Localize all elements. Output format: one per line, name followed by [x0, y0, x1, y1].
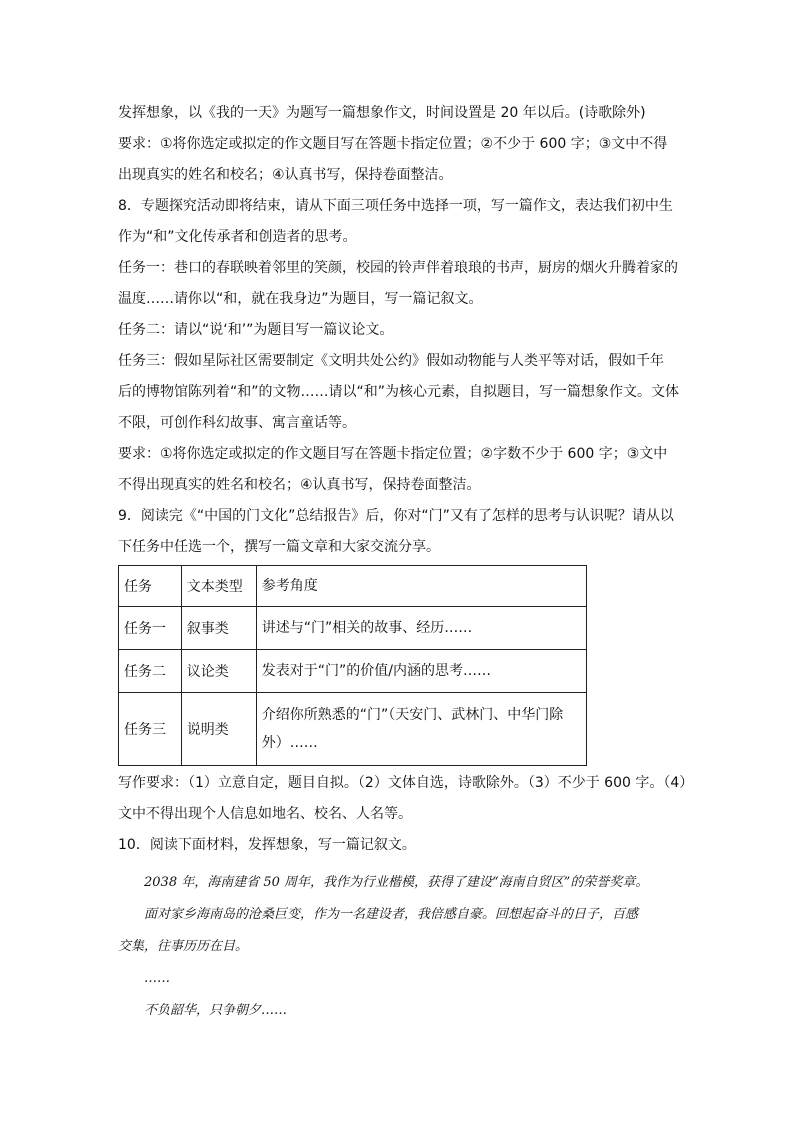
table-cell: 任务一: [119, 607, 182, 650]
task-table: [118, 565, 587, 766]
q9-prompt-line-1: 9．阅读完《“中国的门文化”总结报告》后，你对“门”又有了怎样的思考与认识呢？请从以: [118, 508, 674, 524]
table-cell: 讲述与“门”相关的故事、经历……: [256, 607, 586, 650]
question-9: [118, 501, 694, 830]
q8-task-1-line-1: 任务一：巷口的春联映着邻里的笑颜，校园的铃声伴着琅琅的书声，厨房的烟火升腾着家的: [118, 260, 678, 276]
q10-material: [118, 867, 678, 1027]
table-cell: 叙事类: [181, 607, 256, 650]
question-10: [118, 830, 678, 1027]
material-paragraph-2-line-1: 面对家乡海南岛的沧桑巨变，作为一名建设者，我倍感自豪。回想起奋斗的日子，百感: [144, 907, 639, 922]
table-row: [119, 650, 587, 693]
question-7: [118, 98, 678, 191]
q8-prompt-line-1: 8．专题探究活动即将结束，请从下面三项任务中选择一项，写一篇作文，表达我们初中生: [118, 198, 673, 214]
q8-task-3-line-3: 不限，可创作科幻故事、寓言童话等。: [118, 415, 356, 431]
q8-task-3-line-2: 后的博物馆陈列着“和”的文物……请以“和”为核心元素，自拟题目，写一篇想象作文。文体: [118, 384, 680, 400]
q10-prompt: 10．阅读下面材料，发挥想象，写一篇记叙文。: [118, 837, 416, 853]
table-cell: 介绍你所熟悉的“门”（天安门、武林门、中华门除外）……: [256, 693, 586, 766]
table-header-cell: 任务: [119, 566, 182, 607]
table-cell: 议论类: [181, 650, 256, 693]
document-page: [118, 98, 694, 1027]
question-8: [118, 191, 678, 501]
q9-requirements-line-2: 文中不得出现个人信息如地名、校名、人名等。: [118, 806, 412, 822]
material-paragraph-2-line-2: 交集，往事历历在目。: [118, 939, 249, 954]
q8-task-2: 任务二：请以“说‘和’”为题目写一篇议论文。: [118, 322, 394, 338]
q8-prompt-line-2: 作为“和”文化传承者和创造者的思考。: [118, 229, 357, 245]
table-cell: 任务二: [119, 650, 182, 693]
q7-requirements-line-2: 出现真实的姓名和校名；④认真书写，保持卷面整洁。: [118, 167, 453, 183]
table-header-cell: 参考角度: [256, 566, 586, 607]
material-paragraph-1: 2038 年，海南建省 50 周年，我作为行业楷模，获得了建设“海南自贸区”的荣誉奖章。: [144, 875, 649, 890]
table-cell: 发表对于“门”的价值/内涵的思考……: [256, 650, 586, 693]
q9-requirements-line-1: 写作要求：（1）立意自定，题目自拟。（2）文体自选，诗歌除外。（3）不少于 600 字。（4）: [118, 775, 694, 791]
table-header-cell: 文本类型: [181, 566, 256, 607]
table-row: [119, 607, 587, 650]
q7-requirements-line-1: 要求：①将你选定或拟定的作文题目写在答题卡指定位置；②不少于 600 字；③文中不得: [118, 136, 668, 152]
table-cell: 任务三: [119, 693, 182, 766]
table-header-row: [119, 566, 587, 607]
q7-prompt-line-1: 发挥想象，以《我的一天》为题写一篇想象作文，时间设置是 20 年以后。(诗歌除外): [118, 105, 646, 121]
table-row: [119, 693, 587, 766]
material-ellipsis: ……: [144, 971, 170, 986]
q8-task-3-line-1: 任务三：假如星际社区需要制定《文明共处公约》假如动物能与人类平等对话，假如千年: [118, 353, 664, 369]
q8-requirements-line-1: 要求：①将你选定或拟定的作文题目写在答题卡指定位置；②字数不少于 600 字；③文中: [118, 446, 668, 462]
table-cell: 说明类: [181, 693, 256, 766]
q8-requirements-line-2: 不得出现真实的姓名和校名；④认真书写，保持卷面整洁。: [118, 477, 481, 493]
q9-prompt-line-2: 下任务中任选一个，撰写一篇文章和大家交流分享。: [118, 539, 440, 555]
material-closing-line: 不负韶华，只争朝夕……: [144, 1003, 288, 1018]
q8-task-1-line-2: 温度……请你以“和，就在我身边”为题目，写一篇记叙文。: [118, 291, 483, 307]
